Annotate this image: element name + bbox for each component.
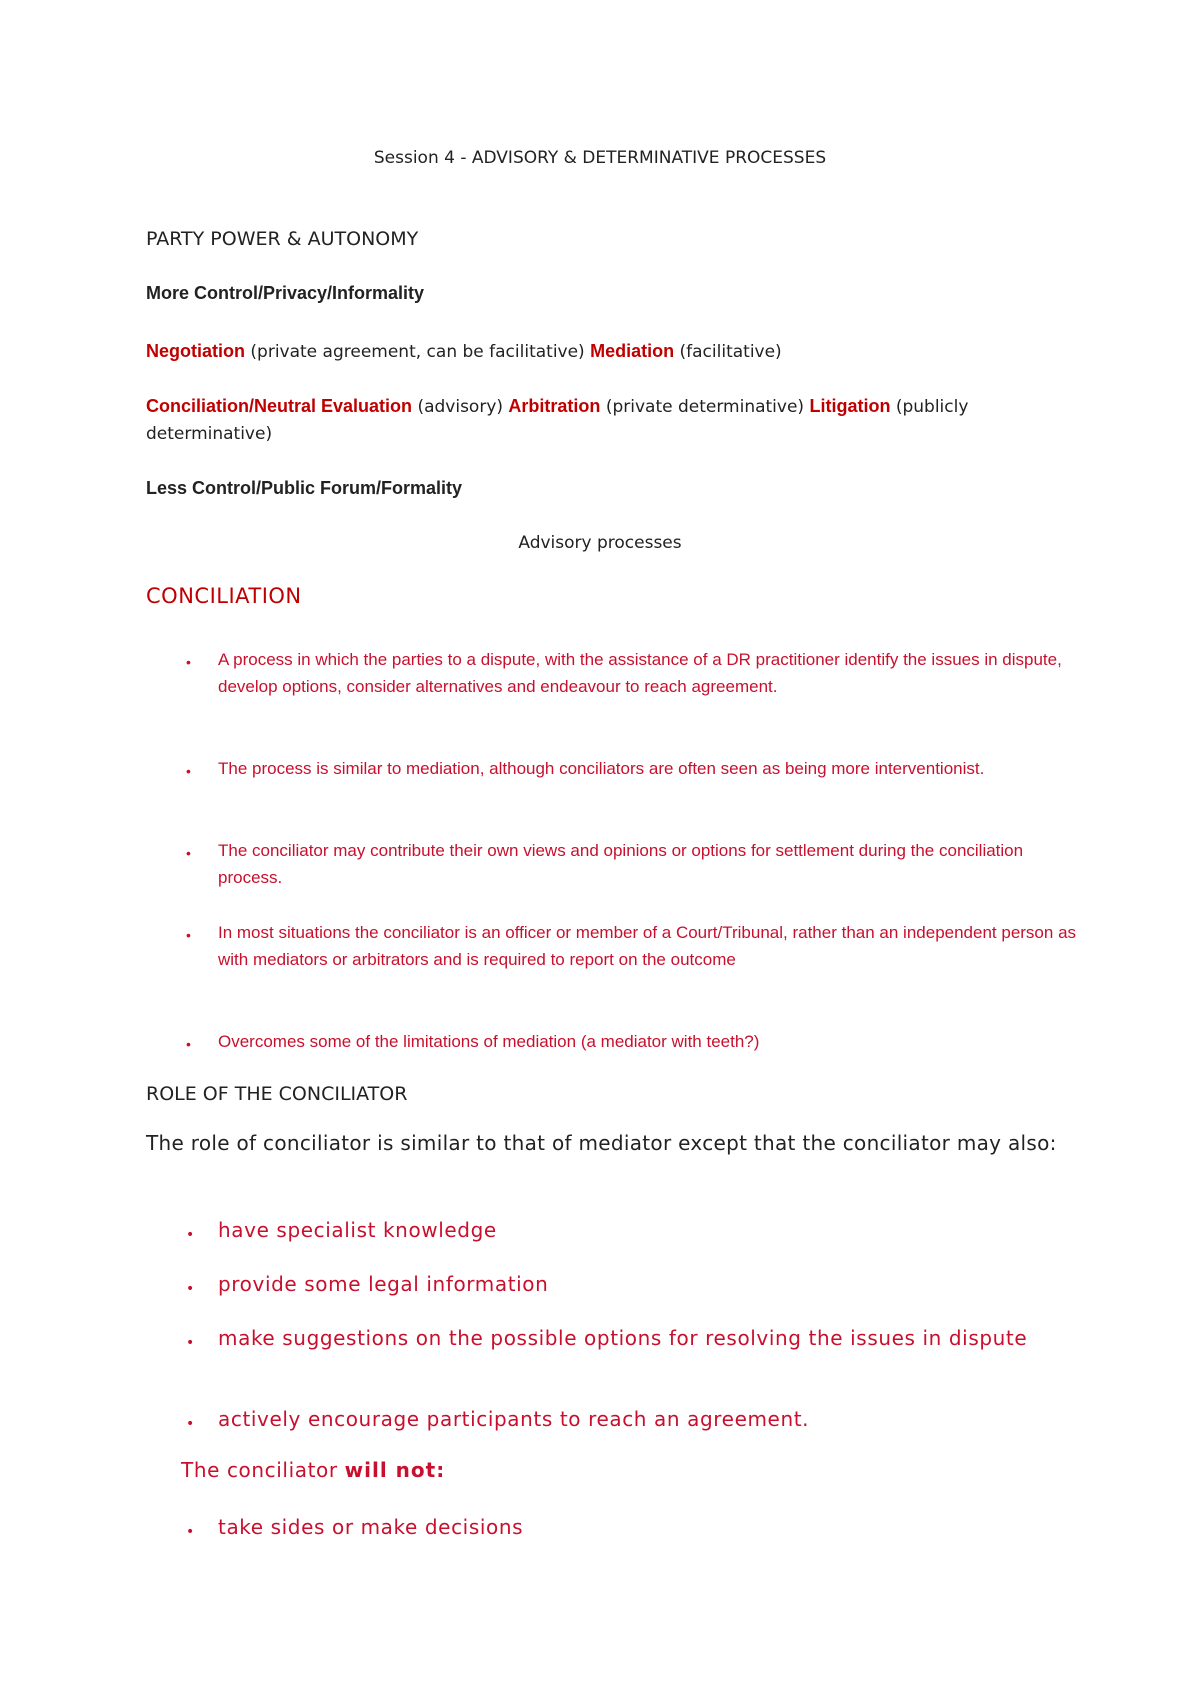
mediation-term: Mediation [590, 341, 675, 361]
advisory-processes-heading: Advisory processes [518, 533, 682, 553]
list-item [186, 1325, 1078, 1352]
bullet-icon: • [186, 763, 191, 779]
list-item [186, 755, 1078, 782]
page-title: Session 4 - ADVISORY & DETERMINATIVE PROCESSES [373, 148, 827, 168]
list-item [186, 1217, 1078, 1244]
list-item [186, 646, 1078, 700]
more-control-label: More Control/Privacy/Informality [146, 283, 425, 303]
litigation-term: Litigation [809, 396, 891, 416]
list-item-text: The conciliator may contribute their own views and opinions or options for settlement during the conciliation process. [218, 841, 1024, 887]
litigation-desc: (publicly determinative) [146, 397, 969, 444]
party-power-heading: PARTY POWER & AUTONOMY [146, 228, 419, 250]
bullet-icon: • [186, 1335, 195, 1351]
role-paragraph: The role of conciliator is similar to that of mediator except that the conciliator may also: [146, 1131, 1057, 1155]
list-item-text: take sides or make decisions [218, 1515, 524, 1539]
list-item-text: have specialist knowledge [218, 1218, 497, 1242]
will-not-label [181, 1458, 1101, 1482]
bullet-icon: • [186, 654, 191, 670]
bullet-icon: • [186, 1227, 195, 1243]
arbitration-term: Arbitration [508, 396, 601, 416]
list-item [186, 1028, 1078, 1055]
bullet-icon: • [186, 1036, 191, 1052]
negotiation-term: Negotiation [146, 341, 245, 361]
mediation-desc: (facilitative) [674, 342, 782, 362]
will-not-bold: will not: [344, 1458, 446, 1482]
list-item-text: make suggestions on the possible options for resolving the issues in dispute [218, 1326, 1028, 1350]
list-item [186, 919, 1078, 973]
list-item [186, 1406, 1078, 1433]
negotiation-desc: (private agreement, can be facilitative) [245, 342, 591, 362]
bullet-icon: • [186, 845, 191, 861]
arbitration-desc: (private determinative) [600, 397, 810, 417]
list-item-text: provide some legal information [218, 1272, 549, 1296]
less-control-label: Less Control/Public Forum/Formality [146, 478, 463, 498]
list-item-text: Overcomes some of the limitations of mediation (a mediator with teeth?) [218, 1032, 760, 1051]
process-line-2 [146, 393, 1066, 448]
list-item [186, 1271, 1078, 1298]
list-item [186, 1514, 1078, 1541]
list-item-text: The process is similar to mediation, although conciliators are often seen as being more interventionist. [218, 759, 985, 778]
list-item [186, 837, 1078, 891]
list-item-text: In most situations the conciliator is an officer or member of a Court/Tribunal, rather than an independent person as with mediators or arbitrators and is required to report on the outcome [218, 923, 1077, 969]
bullet-icon: • [186, 1524, 195, 1540]
bullet-icon: • [186, 927, 191, 943]
conciliation-desc: (advisory) [412, 397, 509, 417]
bullet-icon: • [186, 1416, 195, 1432]
list-item-text: actively encourage participants to reach an agreement. [218, 1407, 810, 1431]
process-line-1 [146, 338, 1066, 366]
bullet-icon: • [186, 1281, 195, 1297]
role-heading: ROLE OF THE CONCILIATOR [146, 1083, 408, 1105]
conciliation-term: Conciliation/Neutral Evaluation [146, 396, 413, 416]
list-item-text: A process in which the parties to a dispute, with the assistance of a DR practitioner identify the issues in dispute, develop options, consider alternatives and endeavour to reach agreement. [218, 650, 1062, 696]
conciliation-heading: CONCILIATION [146, 584, 302, 608]
will-not-prefix: The conciliator [181, 1458, 345, 1482]
